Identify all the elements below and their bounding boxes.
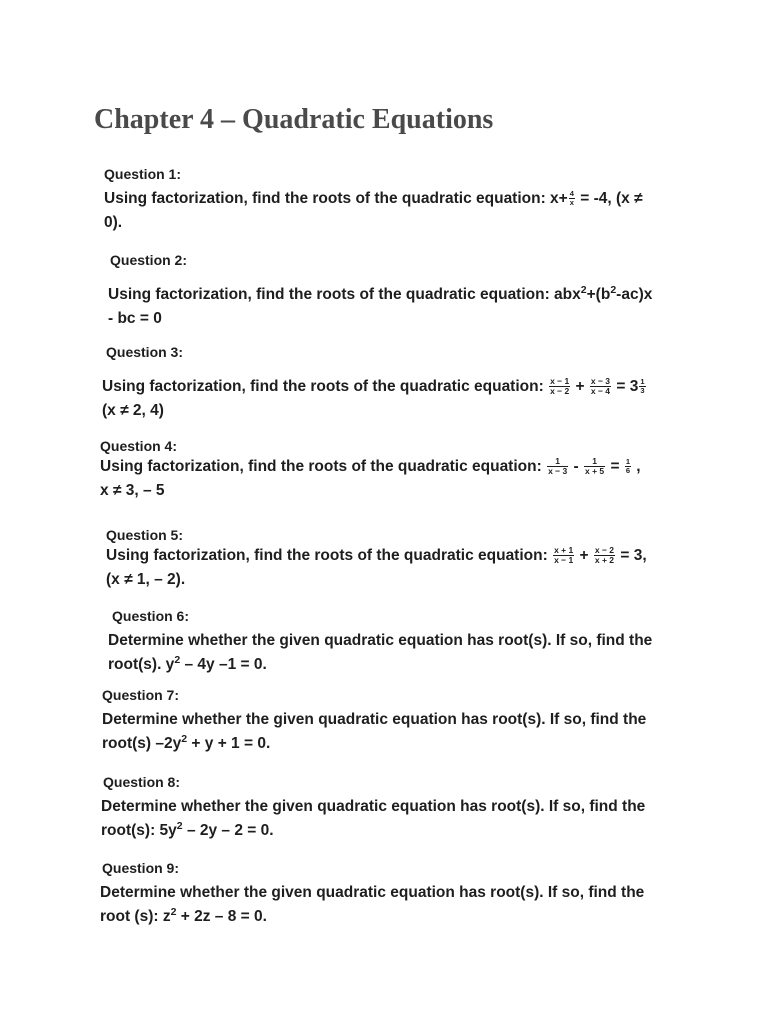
question-5-line-2: (x ≠ 1, – 2). <box>106 571 186 588</box>
fraction-numerator: 1 <box>640 377 645 387</box>
question-6-label: Question 6: <box>112 608 190 624</box>
question-5-fraction-1 <box>553 546 574 565</box>
question-4-line-2: x ≠ 3, – 5 <box>100 482 165 499</box>
question-5-fraction-2 <box>594 546 615 565</box>
question-7-part-2: + y + 1 = 0. <box>187 735 271 752</box>
question-7 <box>102 686 677 756</box>
fraction-numerator: x − 2 <box>594 545 615 556</box>
question-8-line-1: Determine whether the given quadratic equation has root(s). If so, find the <box>101 798 646 815</box>
question-8-label: Question 8: <box>103 774 181 790</box>
page-title: Chapter 4 – Quadratic Equations <box>94 104 494 135</box>
question-7-label: Question 7: <box>102 687 180 703</box>
question-6-part-1: root(s). y <box>108 656 175 673</box>
operator: + <box>575 547 593 564</box>
question-6-part-2: – 4y –1 = 0. <box>180 656 267 673</box>
question-5-label: Question 5: <box>106 527 184 543</box>
question-7-line-1: Determine whether the given quadratic equation has root(s). If so, find the <box>102 711 647 728</box>
fraction-numerator: x − 1 <box>550 376 570 387</box>
question-4 <box>100 437 675 503</box>
fraction-denominator: x <box>569 198 574 208</box>
equals: = 3 <box>612 378 639 395</box>
question-9-label: Question 9: <box>102 860 180 876</box>
question-1-text <box>104 187 679 235</box>
question-2-text <box>108 283 685 331</box>
fraction-numerator: x + 1 <box>554 545 574 556</box>
superscript: 2 <box>174 653 181 666</box>
superscript: 2 <box>170 905 177 918</box>
question-3-prefix: Using factorization, find the roots of the quadratic equation: <box>102 378 549 395</box>
question-5 <box>106 526 681 592</box>
fraction-numerator: 4 <box>569 189 574 199</box>
question-9-part-2: + 2z – 8 = 0. <box>176 908 267 925</box>
question-5-text <box>106 544 681 592</box>
question-9-text <box>100 881 677 929</box>
question-2-label: Question 2: <box>110 252 188 268</box>
question-4-fraction-3 <box>625 458 631 475</box>
question-9-line-1: Determine whether the given quadratic equation has root(s). If so, find the <box>100 884 645 901</box>
operator: + <box>571 378 589 395</box>
question-2-part-3: -ac)x <box>616 286 653 303</box>
question-3-fraction-2 <box>590 377 611 396</box>
equals: = <box>606 458 624 475</box>
question-5-prefix: Using factorization, find the roots of the quadratic equation: <box>106 547 553 564</box>
fraction-denominator: x − 4 <box>590 386 611 397</box>
fraction-numerator: x − 3 <box>590 376 611 387</box>
question-3-fraction-1 <box>549 377 570 396</box>
operator: - <box>569 458 583 475</box>
question-1 <box>104 165 679 235</box>
question-2-part-1: Using factorization, find the roots of the quadratic equation: abx <box>108 286 581 303</box>
question-9-part-1: root (s): z <box>100 908 171 925</box>
question-1-label: Question 1: <box>104 166 182 182</box>
fraction-numerator: 1 <box>625 457 630 467</box>
question-4-text <box>100 455 675 503</box>
superscript: 2 <box>580 283 587 296</box>
question-1-line-2: 0). <box>104 214 123 231</box>
question-4-fraction-1 <box>547 457 568 476</box>
question-8-text <box>101 795 678 843</box>
question-7-text <box>102 708 702 756</box>
question-2 <box>110 251 685 331</box>
fraction-denominator: x − 3 <box>548 466 568 477</box>
fraction-denominator: 6 <box>625 466 630 476</box>
question-3-text <box>102 375 679 423</box>
question-1-suffix: = -4, (x ≠ <box>575 190 643 207</box>
question-4-fraction-2 <box>584 457 605 476</box>
question-4-prefix: Using factorization, find the roots of the quadratic equation: <box>100 458 547 475</box>
question-8-part-1: root(s): 5y <box>101 822 177 839</box>
question-6-text <box>108 629 687 677</box>
fraction-numerator: 1 <box>547 457 568 467</box>
equals: = 3, <box>616 547 647 564</box>
comma: , <box>632 458 641 475</box>
question-3-label: Question 3: <box>106 344 184 360</box>
superscript: 2 <box>181 732 188 745</box>
superscript: 2 <box>610 283 617 296</box>
fraction-denominator: x − 1 <box>554 555 574 566</box>
question-8 <box>103 773 678 843</box>
question-3 <box>104 343 679 423</box>
superscript: 2 <box>176 819 183 832</box>
question-6-line-1: Determine whether the given quadratic equation has root(s). If so, find the <box>108 632 653 649</box>
question-6 <box>108 607 687 677</box>
question-4-label: Question 4: <box>100 438 178 454</box>
question-9 <box>102 859 677 929</box>
fraction-numerator: 1 <box>584 457 605 467</box>
fraction-denominator: x + 5 <box>585 466 605 477</box>
question-7-part-1: root(s) –2y <box>102 735 182 752</box>
question-3-fraction-3 <box>639 378 645 395</box>
fraction-denominator: x − 2 <box>550 386 570 397</box>
question-8-part-2: – 2y – 2 = 0. <box>182 822 274 839</box>
question-1-prefix: Using factorization, find the roots of the quadratic equation: x+ <box>104 190 568 207</box>
question-2-part-2: +(b <box>586 286 611 303</box>
fraction-denominator: x + 2 <box>594 555 615 566</box>
fraction-denominator: 3 <box>640 386 645 396</box>
question-1-fraction <box>569 190 575 207</box>
question-2-line-2: - bc = 0 <box>108 310 162 327</box>
question-3-line-2: (x ≠ 2, 4) <box>102 402 164 419</box>
